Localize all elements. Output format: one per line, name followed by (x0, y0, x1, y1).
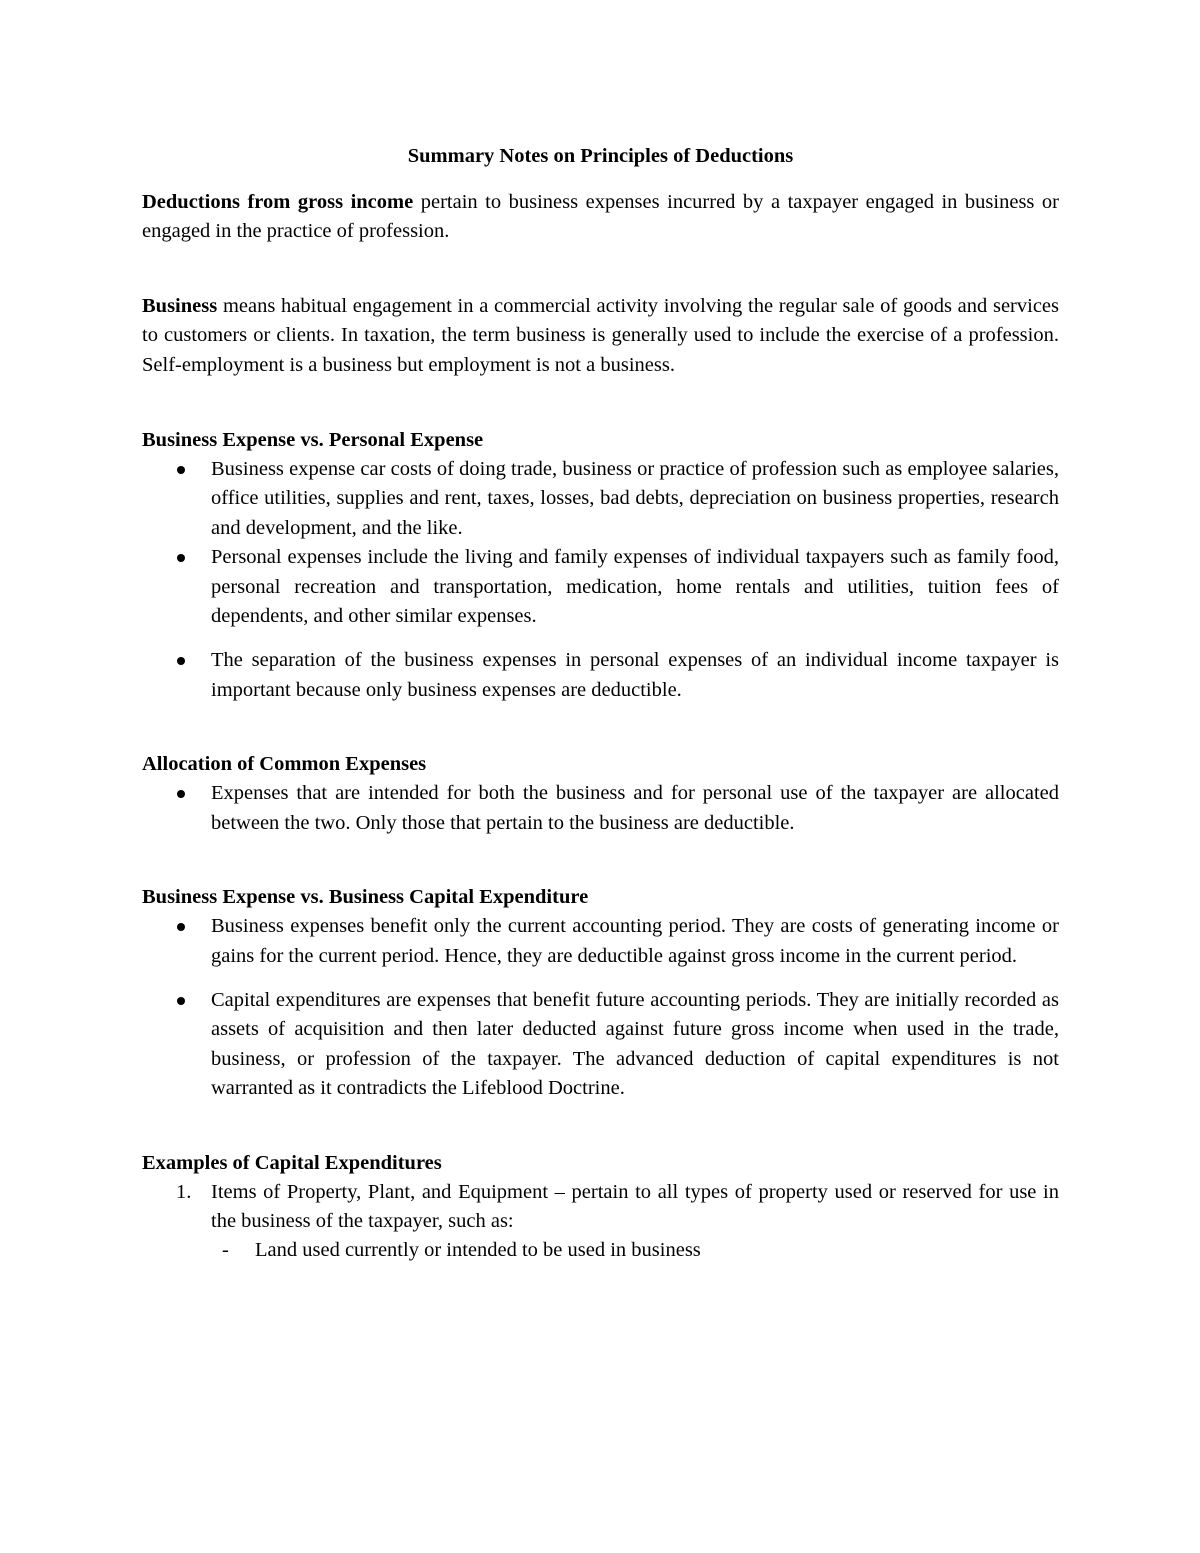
bullet-list-allocation (142, 779, 1059, 838)
list-item (142, 1178, 1059, 1237)
intro-term: Deductions from gross income (142, 191, 414, 213)
list-item (142, 986, 1059, 1104)
intro-text: pertain to business expenses incurred by a taxpayer engaged in business or engaged in the practice of profession. (142, 191, 1059, 243)
business-paragraph (142, 292, 1059, 380)
list-item-number: 1. (176, 1180, 192, 1203)
business-text: means habitual engagement in a commercial activity involving the regular sale of goods and services to customers or clients. In taxation, the term business is generally used to include the exercise of a profession. Self-employment is a business but employment is not a business. (142, 294, 1059, 376)
list-item-text: Items of Property, Plant, and Equipment – pertain to all types of property used or reserved for use in the business of the taxpayer, such as: (211, 1180, 1059, 1232)
list-item-text: Business expense car costs of doing trade, business or practice of profession such as employee salaries, office utilities, supplies and rent, taxes, losses, bad debts, depreciation on business properties, research and development, and the like. (211, 458, 1059, 539)
list-item-text: Personal expenses include the living and family expenses of individual taxpayers such as family food, personal recreation and transportation, medication, home rentals and utilities, tuition fees of dependents, and other similar expenses. (211, 546, 1059, 628)
bullet-list-business-vs-capital (142, 912, 1059, 1103)
section-heading-examples: Examples of Capital Expenditures (142, 1151, 442, 1174)
sub-list-item-text: Land used currently or intended to be used in business (255, 1239, 701, 1262)
list-item-text: The separation of the business expenses in personal expenses of an individual income taxpayer is important because only business expenses are deductible. (211, 649, 1059, 701)
section-heading-allocation: Allocation of Common Expenses (142, 753, 427, 776)
list-item-text: Expenses that are intended for both the business and for personal use of the taxpayer are allocated between the two. Only those that pertain to the business are deductible. (211, 782, 1059, 834)
business-term: Business (142, 294, 218, 317)
bullet-icon (177, 657, 185, 665)
document-page (142, 140, 1059, 1266)
list-item (142, 543, 1059, 631)
dash-marker: - (222, 1239, 229, 1262)
list-item (142, 455, 1059, 543)
document-title: Summary Notes on Principles of Deductions (407, 145, 794, 167)
section-heading-business-vs-personal: Business Expense vs. Personal Expense (142, 429, 484, 452)
bullet-icon (177, 466, 185, 474)
list-item-text: Capital expenditures are expenses that benefit future accounting periods. They are initially recorded as assets of acquisition and then later deducted against future gross income when used in the trade, business, or profession of the taxpayer. The advanced deduction of capital expenditures is not warranted as it contradicts the Lifeblood Doctrine. (211, 988, 1059, 1100)
bullet-icon (177, 923, 185, 931)
list-item (142, 912, 1059, 971)
list-item (142, 646, 1059, 705)
bullet-icon (177, 790, 185, 798)
list-item-text: Business expenses benefit only the current accounting period. They are costs of generating income or gains for the current period. Hence, they are deductible against gross income in the current period. (211, 915, 1059, 967)
bullet-icon (177, 997, 185, 1005)
sub-list-item (142, 1236, 1059, 1265)
bullet-list-business-vs-personal (142, 455, 1059, 705)
intro-paragraph (142, 188, 1059, 247)
numbered-list-examples (142, 1178, 1059, 1237)
section-heading-business-vs-capital: Business Expense vs. Business Capital Expenditure (142, 886, 589, 909)
list-item (142, 779, 1059, 838)
bullet-icon (177, 554, 185, 562)
